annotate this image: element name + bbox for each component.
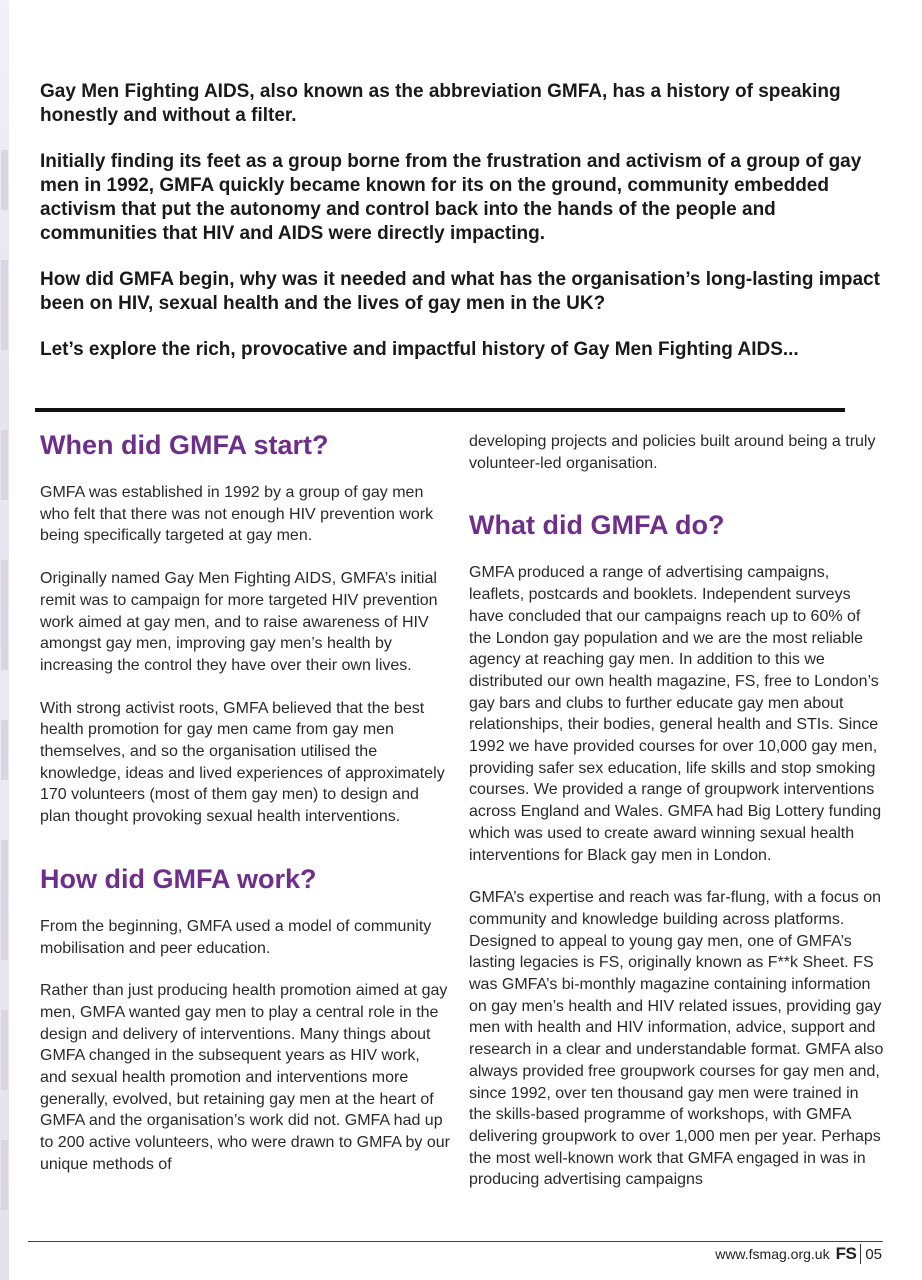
left-column — [40, 428, 450, 1176]
intro-paragraph: Let’s explore the rich, provocative and impactful history of Gay Men Fighting AIDS... — [40, 339, 799, 360]
body-paragraph: From the beginning, GMFA used a model of community mobilisation and peer education. — [40, 917, 432, 957]
heading-how-did-gmfa-work: How did GMFA work? — [40, 863, 317, 894]
footer-divider — [28, 1241, 883, 1242]
footer — [715, 1244, 882, 1264]
intro-paragraph: How did GMFA begin, why was it needed and what has the organisation’s long-lasting impact been on HIV, sexual health and the lives of gay men in the UK? — [40, 269, 880, 314]
intro-section — [40, 80, 885, 384]
right-column — [469, 431, 884, 1191]
footer-url[interactable]: www.fsmag.org.uk — [715, 1246, 830, 1262]
body-paragraph: GMFA produced a range of advertising campaigns, leaflets, postcards and booklets. Independent surveys have concluded that our campaigns reach up to 60% of the London gay population and we are the most reliable agency at reaching gay men. In addition to this we distributed our own health magazine, FS, free to London’s gay bars and clubs to further educate gay men about relationships, their bodies, general health and STIs. Since 1992 we have provided courses for over 10,000 gay men, providing safer sex education, life skills and stop smoking courses. We provided a range of groupwork interventions across England and Wales. GMFA had Big Lottery funding which was used to create award winning sexual health interventions for Black gay men in London. — [469, 564, 882, 864]
footer-separator — [860, 1244, 861, 1264]
body-paragraph: developing projects and policies built around being a truly volunteer-led organisation. — [469, 433, 876, 472]
intro-paragraph: Initially finding its feet as a group borne from the frustration and activism of a group of gay men in 1992, GMFA quickly became known for its on the ground, community embedded activism that put the autonomy and control back into the hands of the people and communities that HIV and AIDS were directly impacting. — [40, 151, 862, 244]
body-paragraph: Rather than just producing health promotion aimed at gay men, GMFA wanted gay men to play a central role in the design and delivery of interventions. Many things about GMFA changed in the subsequent years as HIV work, and sexual health promotion and interventions more generally, evolved, but retaining gay men at the heart of GMFA and the organisation’s work did not. GMFA had up to 200 active volunteers, who were drawn to GMFA by our unique methods of — [40, 982, 450, 1173]
fs-logo: FS — [835, 1244, 857, 1263]
body-paragraph: With strong activist roots, GMFA believed that the best health promotion for gay men came from gay men themselves, and so the organisation utilised the knowledge, ideas and lived experiences of approximately 170 volunteers (most of them gay men) to design and plan thought provoking sexual health interventions. — [40, 699, 445, 826]
section-divider — [35, 408, 845, 412]
page-edge-strip — [0, 0, 9, 1280]
heading-when-did-gmfa-start: When did GMFA start? — [40, 430, 329, 460]
body-paragraph: GMFA was established in 1992 by a group of gay men who felt that there was not enough HIV prevention work being specifically targeted at gay men. — [40, 484, 434, 545]
body-paragraph: GMFA’s expertise and reach was far-flung, with a focus on community and knowledge building across platforms. Designed to appeal to young gay men, one of GMFA’s lasting legacies is FS, originally known as F**k Sheet. FS was GMFA’s bi-monthly magazine containing information on gay men’s health and HIV related issues, providing gay men with health and HIV information, advice, support and research in a clear and understandable format. GMFA also always provided free groupwork courses for gay men and, since 1992, over ten thousand gay men were trained in the skills-based programme of workshops, with GMFA delivering groupwork to over 1,000 men per year. Perhaps the most well-known work that GMFA engaged in was in producing advertising campaigns — [469, 889, 884, 1189]
heading-what-did-gmfa-do: What did GMFA do? — [469, 510, 725, 541]
body-paragraph: Originally named Gay Men Fighting AIDS, GMFA’s initial remit was to campaign for more targeted HIV prevention work aimed at gay men, and to raise awareness of HIV amongst gay men, improving gay men’s health by increasing the control they have over their own lives. — [40, 570, 438, 674]
intro-paragraph: Gay Men Fighting AIDS, also known as the abbreviation GMFA, has a history of speaking honestly and without a filter. — [40, 81, 841, 126]
page-number: 05 — [865, 1245, 882, 1263]
